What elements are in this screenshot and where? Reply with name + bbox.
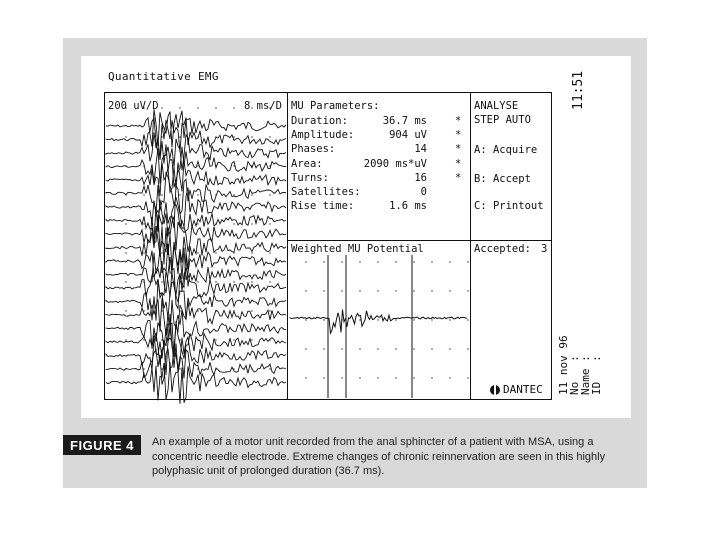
grid-dot	[377, 290, 378, 291]
grid-dot	[251, 194, 252, 195]
param-flag: *	[455, 171, 462, 184]
grid-dot	[323, 348, 324, 349]
params-header: MU Parameters:	[291, 100, 380, 112]
param-value: 2090 ms*uV	[363, 157, 427, 170]
grid-dot	[341, 290, 342, 291]
weighted-label: Weighted MU Potential	[291, 243, 424, 255]
grid-dot	[377, 377, 378, 378]
grid-dot	[467, 290, 468, 291]
grid-dot	[125, 310, 126, 311]
grid-dot	[305, 348, 306, 349]
param-value: 1.6 ms	[389, 200, 427, 213]
grid-dot	[215, 252, 216, 253]
grid-dot	[233, 136, 234, 137]
grid-dot	[269, 310, 270, 311]
menu-step-auto: STEP AUTO	[474, 114, 531, 126]
grid-dot	[179, 107, 180, 108]
grid-dot	[233, 223, 234, 224]
grid-dot	[431, 377, 432, 378]
grid-dot	[413, 319, 414, 320]
grid-dot	[197, 223, 198, 224]
grid-dot	[143, 194, 144, 195]
patient-info: 11 nov 96 No : Name : ID :	[557, 335, 603, 395]
grid-dot	[251, 223, 252, 224]
weighted-trace	[290, 310, 467, 334]
grid-dot	[143, 339, 144, 340]
grid-dot	[179, 368, 180, 369]
grid-dot	[431, 319, 432, 320]
mu-raster-traces	[106, 109, 286, 404]
grid-dot	[449, 290, 450, 291]
figure-label: FIGURE 4	[63, 435, 141, 455]
clock: 11:51	[571, 70, 586, 110]
grid-dot	[251, 136, 252, 137]
grid-dot	[215, 107, 216, 108]
grid-dot	[377, 348, 378, 349]
grid-dot	[305, 261, 306, 262]
grid-dot	[161, 194, 162, 195]
param-flag: *	[455, 115, 462, 127]
grid-dot	[269, 136, 270, 137]
grid-dot	[395, 319, 396, 320]
grid-dot	[431, 290, 432, 291]
grid-dot	[233, 165, 234, 166]
param-value: 14	[414, 143, 427, 156]
grid-dot	[161, 368, 162, 369]
grid-dot	[197, 252, 198, 253]
param-label: Phases:	[291, 143, 336, 156]
mu-trace	[106, 298, 286, 336]
grid-dot	[413, 377, 414, 378]
grid-dot	[143, 252, 144, 253]
grid-dot	[215, 339, 216, 340]
param-flag: *	[455, 157, 462, 170]
mu-trace	[106, 348, 286, 385]
dantec-icon	[490, 385, 500, 395]
mu-trace	[106, 200, 286, 240]
grid-dot	[341, 377, 342, 378]
grid-dot	[377, 261, 378, 262]
param-label: Turns:	[291, 171, 329, 184]
grid-dot	[467, 261, 468, 262]
grid-dot	[413, 348, 414, 349]
grid-dot	[413, 290, 414, 291]
emg-title: Quantitative EMG	[108, 70, 219, 83]
grid-dot	[467, 348, 468, 349]
grid-dot	[161, 281, 162, 282]
menu-acquire: A: Acquire	[474, 144, 538, 156]
grid-dot	[449, 319, 450, 320]
grid-dot	[449, 261, 450, 262]
param-flag: *	[455, 143, 462, 156]
grid-dot	[233, 339, 234, 340]
param-label: Area:	[291, 157, 323, 170]
grid-dot	[197, 107, 198, 108]
grid-dot	[251, 339, 252, 340]
param-label: Duration:	[291, 115, 348, 127]
mu-trace	[106, 244, 286, 280]
grid-dot	[431, 348, 432, 349]
param-value: 904 uV	[389, 129, 427, 142]
grid-dot	[125, 252, 126, 253]
grid-dot	[125, 281, 126, 282]
grid-dot	[323, 261, 324, 262]
grid-dot	[377, 319, 378, 320]
grid-dot	[359, 377, 360, 378]
grid-dot	[143, 223, 144, 224]
accepted-value: 3	[541, 243, 548, 255]
grid-dot	[395, 348, 396, 349]
grid-dot	[233, 107, 234, 108]
grid-dot	[197, 281, 198, 282]
sweep-label: 8 ms/D	[244, 100, 282, 112]
grid-dot	[143, 368, 144, 369]
accepted-label: Accepted:	[474, 243, 531, 255]
grid-dot	[251, 310, 252, 311]
menu-printout: C: Printout	[474, 200, 544, 212]
grid-dot	[269, 223, 270, 224]
menu-accept: B: Accept	[474, 173, 531, 185]
grid-dot	[359, 261, 360, 262]
grid-dot	[179, 136, 180, 137]
param-label: Rise time:	[291, 200, 355, 213]
grid-dot	[305, 377, 306, 378]
figure-caption: An example of a motor unit recorded from the anal sphincter of a patient with MSA, using a concentric needle electrode. Extreme changes of chronic reinnervation are seen in this highly polyphasic unit of prolonged duration (36.7 ms).	[152, 436, 606, 477]
grid-dot	[251, 252, 252, 253]
grid-dot	[269, 281, 270, 282]
grid-dot	[323, 290, 324, 291]
param-value: 16	[414, 171, 427, 184]
grid-dot	[341, 348, 342, 349]
grid-dot	[305, 319, 306, 320]
param-value: 36.7 ms	[382, 115, 427, 127]
grid-dot	[323, 319, 324, 320]
grid-dot	[395, 290, 396, 291]
grid-dot	[341, 261, 342, 262]
grid-dot	[233, 194, 234, 195]
grid-dot	[197, 194, 198, 195]
grid-dot	[161, 107, 162, 108]
grid-dot	[323, 377, 324, 378]
param-value: 0	[420, 186, 427, 198]
grid-dot	[215, 281, 216, 282]
grid-dot	[467, 377, 468, 378]
grid-dot	[467, 319, 468, 320]
grid-dot	[161, 252, 162, 253]
grid-dot	[233, 281, 234, 282]
grid-dot	[125, 223, 126, 224]
grid-dot	[449, 348, 450, 349]
grid-dot	[431, 261, 432, 262]
dantec-text: DANTEC	[503, 383, 543, 396]
grid-dot	[269, 368, 270, 369]
grid-dot	[413, 261, 414, 262]
grid-dot	[269, 194, 270, 195]
grid-dot	[359, 290, 360, 291]
grid-dot	[395, 261, 396, 262]
param-label: Satellites:	[291, 186, 361, 198]
grid-dot	[125, 339, 126, 340]
mu-trace	[106, 109, 286, 147]
grid-dot	[395, 377, 396, 378]
grid-dot	[305, 290, 306, 291]
grid-dot	[125, 136, 126, 137]
grid-dot	[269, 252, 270, 253]
gain-label: 200 uV/D	[108, 100, 159, 112]
weighted-mu-trace	[290, 244, 467, 398]
grid-dot	[197, 165, 198, 166]
param-flag: *	[455, 129, 462, 142]
param-label: Amplitude:	[291, 129, 355, 142]
grid-dot	[359, 348, 360, 349]
grid-dot	[359, 319, 360, 320]
grid-dot	[251, 281, 252, 282]
menu-analyse: ANALYSE	[474, 100, 519, 112]
grid-dot	[179, 194, 180, 195]
grid-dot	[449, 377, 450, 378]
dantec-logo	[490, 383, 543, 396]
